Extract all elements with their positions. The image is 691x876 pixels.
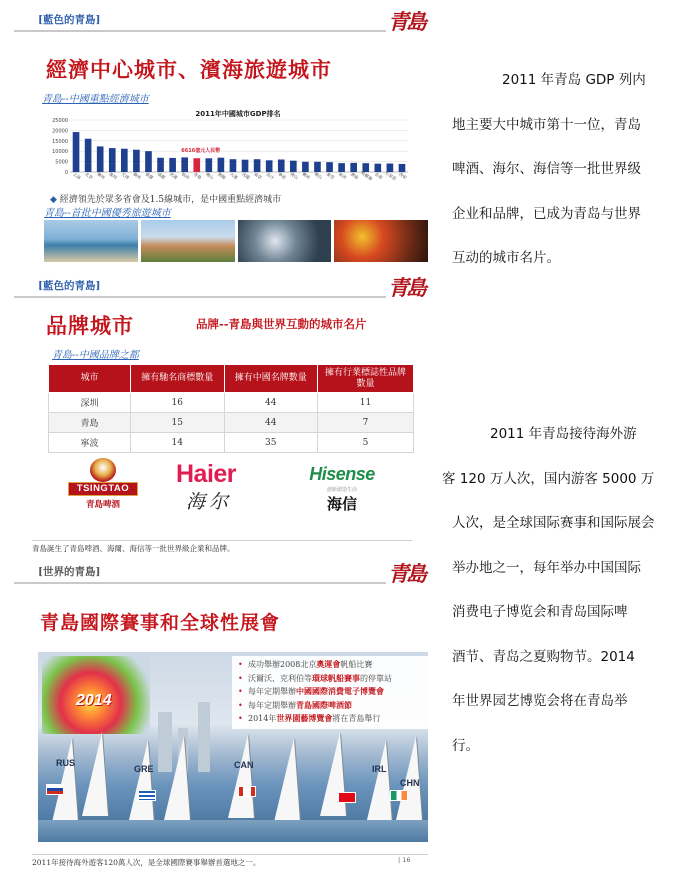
haier-wordmark: Haier <box>176 460 237 488</box>
tourism-subtitle: 青島--首批中國優秀旅遊城市 <box>44 208 171 219</box>
x-tick-label: 哈爾濱 <box>360 170 374 182</box>
list-item: • 2014年世界園藝博覽會將在青島舉行 <box>238 712 424 726</box>
bar-煙台 <box>314 162 321 172</box>
hisense-slogan: 創新創造生活 <box>326 487 357 493</box>
chart-title: 2011年中國城市GDP排名 <box>195 110 281 118</box>
sail-shape <box>128 740 154 824</box>
slide-economic-city <box>14 4 430 266</box>
table-cell: 青島 <box>49 413 131 433</box>
table-header-cell: 城市 <box>49 365 131 393</box>
x-tick-label: 無錫 <box>216 171 227 181</box>
paragraph-line: 啤酒、海尔、海信等一批世界级 <box>452 161 641 177</box>
y-tick-label: 10000 <box>52 149 68 156</box>
paragraph-line: 地主要大中城市第十一位，青岛 <box>452 116 641 133</box>
sail-shape <box>52 738 78 822</box>
gdp-bar-chart <box>42 108 414 194</box>
slide-tag: [藍色的青島] <box>38 280 101 292</box>
ireland-flag-icon <box>390 790 408 801</box>
hisense-chinese-name: 海信 <box>326 495 357 513</box>
tsingtao-wordmark: TSINGTAO <box>68 482 138 496</box>
bar-鄭州 <box>302 162 309 172</box>
x-tick-label: 杭州 <box>180 171 191 181</box>
x-tick-label: 石家莊 <box>384 170 398 182</box>
table-cell: 寧波 <box>49 433 131 453</box>
slide-title: 經濟中心城市、濱海旅遊城市 <box>46 57 332 82</box>
festival-photo <box>334 220 428 262</box>
x-tick-label: 成都 <box>156 171 167 181</box>
x-tick-label: 青島 <box>192 171 203 181</box>
table-cell: 11 <box>318 393 414 413</box>
table-cell: 35 <box>224 433 318 453</box>
sail-shape <box>228 734 254 818</box>
bullet-text: 經濟領先於眾多省會及1.5線城市，是中國重點經濟城市 <box>59 195 282 205</box>
y-tick-label: 25000 <box>52 118 68 124</box>
sail-label: IRL <box>372 764 387 774</box>
bar-廣州 <box>97 146 104 172</box>
x-tick-label: 蘇州 <box>132 171 143 181</box>
bar-大連 <box>230 159 237 172</box>
greece-flag-icon <box>138 790 156 801</box>
bar-天津 <box>121 149 128 172</box>
list-item: • 每年定期舉辦青島國際啤酒節 <box>238 699 424 713</box>
paragraph-line: 酒节、青岛之夏购物节。2014 <box>452 648 635 665</box>
bar-唐山 <box>290 161 297 172</box>
canada-flag-icon <box>238 786 256 797</box>
slide-title: 青島國際賽事和全球性展會 <box>40 612 281 634</box>
x-tick-label: 泉州 <box>337 171 348 181</box>
bar-南京 <box>254 159 261 172</box>
y-tick-label: 0 <box>64 170 68 176</box>
sail-label: GRE <box>134 764 154 774</box>
sail-shape <box>164 736 190 820</box>
tsingtao-logo <box>68 458 138 512</box>
slide-tag: [藍色的青島] <box>38 14 101 26</box>
turkey-flag-icon <box>338 792 356 803</box>
slide-subtitle: 青島--中國品牌之都 <box>52 350 139 361</box>
beach-photo <box>44 220 138 262</box>
paragraph-line: 互动的城市名片。 <box>452 250 560 266</box>
x-tick-label: 廣州 <box>96 171 106 181</box>
bar-濟南 <box>350 163 357 172</box>
y-tick-label: 15000 <box>52 138 68 145</box>
paragraph-line: 2011 年青岛接待海外游 <box>490 426 637 442</box>
table-header-row <box>49 365 414 393</box>
table-cell: 44 <box>224 393 318 413</box>
city-photo <box>141 220 235 262</box>
bullet-icon: ◆ <box>50 195 57 205</box>
x-tick-label: 西安 <box>397 171 408 181</box>
x-tick-label: 天津 <box>120 171 131 181</box>
slide-tag: [世界的青島] <box>38 566 101 578</box>
sail-label: CHN <box>400 778 420 788</box>
table-cell: 44 <box>224 413 318 433</box>
tourism-paragraph <box>442 412 686 768</box>
bar-深圳 <box>109 148 116 172</box>
x-tick-label: 鄭州 <box>301 171 312 181</box>
bar-沈陽 <box>242 160 249 172</box>
x-tick-label: 佛山 <box>204 171 215 181</box>
bar-上海 <box>73 132 80 172</box>
table-header-cell: 擁有中國名牌數量 <box>224 365 318 393</box>
x-tick-label: 煙台 <box>313 171 324 181</box>
hisense-wordmark: Hisense <box>309 464 375 484</box>
table-cell: 7 <box>318 413 414 433</box>
table-row <box>49 413 414 433</box>
bar-青島 <box>193 158 200 172</box>
slide-header-bar <box>14 10 386 32</box>
bar-武漢 <box>169 158 176 172</box>
x-tick-label: 深圳 <box>108 171 118 181</box>
x-tick-label: 沈陽 <box>241 171 251 181</box>
bar-蘇州 <box>133 150 140 172</box>
bar-西安 <box>399 164 406 172</box>
airshow-photo <box>238 220 332 262</box>
table-cell: 深圳 <box>49 393 131 413</box>
slide-footer: 青島誕生了青島啤酒、海爾、海信等一批世界級企業和品牌。 <box>32 540 412 554</box>
haier-logo <box>176 460 256 514</box>
bar-無錫 <box>218 158 225 172</box>
qingdao-seal-logo: 青島 <box>388 275 424 300</box>
x-tick-label: 武漢 <box>168 171 179 181</box>
slide-world-events <box>14 556 430 874</box>
haier-chinese-name: 海尔 <box>186 491 233 513</box>
bar-成都 <box>157 158 164 172</box>
paragraph-line: 消费电子博览会和青岛国际啤 <box>452 604 628 620</box>
table-header-cell: 擁有馳名商標數量 <box>131 365 225 393</box>
tourism-photo-strip <box>44 220 428 262</box>
qingdao-seal-logo: 青島 <box>388 9 424 34</box>
brand-table <box>48 364 414 453</box>
list-item: • 每年定期舉辦中國國際消費電子博覽會 <box>238 685 424 699</box>
y-tick-label: 5000 <box>55 159 68 166</box>
slide-header-bar <box>14 276 386 298</box>
x-tick-label: 上海 <box>72 171 82 181</box>
x-tick-label: 重慶 <box>144 171 155 181</box>
sail-shape <box>274 738 300 822</box>
table-row <box>49 393 414 413</box>
table-cell: 14 <box>131 433 225 453</box>
sail-shape <box>366 740 392 824</box>
slide-subtitle: 青島--中國重點經濟城市 <box>42 94 149 105</box>
paragraph-line: 行。 <box>452 737 479 754</box>
x-tick-label: 長春 <box>373 171 384 181</box>
paragraph-line: 客 120 万人次，国内游客 5000 万 <box>442 470 655 487</box>
y-tick-label: 20000 <box>52 128 68 135</box>
x-tick-label: 寧波 <box>277 171 287 181</box>
sea-water <box>38 820 428 842</box>
tsingtao-chinese-name: 青島啤酒 <box>85 500 120 510</box>
list-item: • 成功舉辦2008北京奧運會帆船比賽 <box>238 658 424 672</box>
hisense-logo <box>294 464 390 514</box>
sail-label: RUS <box>56 758 76 768</box>
slide-subhead: 品牌--青島與世界互動的城市名片 <box>196 317 367 331</box>
bar-長春 <box>375 164 382 172</box>
bar-北京 <box>85 139 92 172</box>
x-tick-label: 濟南 <box>349 171 360 181</box>
page-number: | 16 <box>398 856 411 864</box>
table-header-cell: 擁有行業標誌性品牌數量 <box>318 365 414 393</box>
building-shape <box>198 702 210 772</box>
bar-重慶 <box>145 151 152 172</box>
table-cell: 15 <box>131 413 225 433</box>
sail-label: CAN <box>234 760 254 770</box>
x-tick-label: 東莞 <box>325 171 336 181</box>
flower-display-photo <box>42 656 150 734</box>
paragraph-line: 人次，是全球国际赛事和国际展会 <box>452 515 655 531</box>
tsingtao-emblem-icon <box>90 458 116 482</box>
x-tick-label: 北京 <box>84 171 94 181</box>
table-cell: 16 <box>131 393 225 413</box>
expo-year-text: 2014 <box>76 692 112 709</box>
paragraph-line: 年世界园艺博览会将在青岛举 <box>452 693 628 709</box>
slide-brand-city <box>14 270 430 553</box>
qingdao-seal-logo: 青島 <box>388 561 424 586</box>
bar-佛山 <box>206 158 213 172</box>
list-item: • 沃爾沃、克利伯等環球帆船賽事的停靠站 <box>238 672 424 686</box>
events-list <box>232 656 428 729</box>
table-row <box>49 433 414 453</box>
highlight-callout-label: 6616億元人民幣 <box>181 148 221 155</box>
slide-footer: 2011年接待海外遊客120萬人次，是全球國際賽事舉辦首選地之一。 <box>32 854 428 868</box>
paragraph-line: 举办地之一，每年举办中国国际 <box>452 559 641 576</box>
bar-杭州 <box>181 157 188 172</box>
x-tick-label: 唐山 <box>289 171 300 181</box>
paragraph-line: 2011 年青岛 GDP 列内 <box>502 72 646 88</box>
x-tick-label: 南京 <box>253 171 263 181</box>
slide-header-bar <box>14 562 386 584</box>
slide-title: 品牌城市 <box>46 313 134 338</box>
economy-paragraph <box>442 58 686 281</box>
sail-shape <box>82 732 108 816</box>
bar-長沙 <box>266 160 273 172</box>
paragraph-line: 企业和品牌，已成为青岛与世界 <box>452 205 641 222</box>
x-tick-label: 大連 <box>228 171 239 181</box>
bar-泉州 <box>338 163 345 172</box>
bar-寧波 <box>278 159 285 172</box>
sail-shape <box>320 732 346 816</box>
table-cell: 5 <box>318 433 414 453</box>
russia-flag-icon <box>46 784 64 795</box>
gdp-chart-svg <box>42 108 414 194</box>
x-tick-label: 長沙 <box>265 171 275 181</box>
bar-東莞 <box>326 162 333 172</box>
